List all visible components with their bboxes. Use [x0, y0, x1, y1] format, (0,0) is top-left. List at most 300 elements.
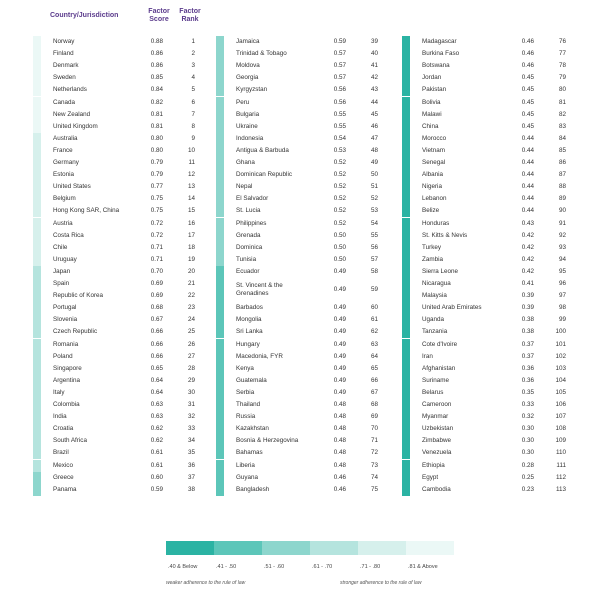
- country-name: Turkey: [422, 243, 442, 251]
- table-row: [216, 472, 391, 484]
- score-band-swatch: [33, 254, 41, 266]
- factor-score: 0.30: [521, 425, 534, 433]
- factor-rank: 10: [187, 146, 195, 154]
- table-row: [402, 181, 577, 193]
- factor-rank: 1: [191, 38, 195, 45]
- factor-rank: 31: [187, 401, 195, 408]
- score-band-swatch: [33, 399, 41, 411]
- country-name: Egypt: [422, 473, 439, 481]
- score-band-swatch: [402, 36, 410, 48]
- country-name: Ukraine: [236, 122, 258, 130]
- table-row: [216, 339, 391, 351]
- factor-score: 0.52: [333, 207, 346, 215]
- factor-rank: 62: [370, 328, 378, 336]
- table-row: [402, 145, 577, 157]
- country-name: Ethiopia: [422, 461, 445, 469]
- table-row: [402, 60, 577, 72]
- country-name: Nepal: [236, 183, 253, 191]
- table-row: [402, 218, 577, 230]
- factor-rank: 46: [370, 122, 378, 130]
- table-row: [216, 314, 391, 326]
- factor-rank: 28: [187, 364, 195, 372]
- factor-score: 0.80: [150, 146, 163, 154]
- score-band-swatch: [402, 230, 410, 242]
- factor-score: 0.86: [150, 50, 163, 58]
- score-band-swatch: [402, 399, 410, 411]
- country-name: Japan: [53, 267, 71, 275]
- score-band-swatch: [33, 302, 41, 314]
- country-name: Senegal: [422, 159, 446, 166]
- country-name: Austria: [53, 219, 73, 227]
- country-name: St. Vincent & the Grenadines: [236, 282, 283, 297]
- factor-score: 0.37: [521, 352, 534, 360]
- factor-rank: 94: [558, 255, 566, 263]
- factor-score: 0.66: [150, 328, 163, 336]
- score-band-swatch: [216, 435, 224, 447]
- factor-rank: 88: [558, 183, 566, 191]
- country-name: Hungary: [236, 340, 260, 348]
- factor-rank: 93: [558, 243, 566, 251]
- score-band-swatch: [216, 266, 224, 278]
- table-row: [402, 84, 577, 96]
- table-row: [402, 242, 577, 254]
- factor-score: 0.52: [333, 195, 346, 203]
- table-row: [33, 109, 208, 121]
- score-band-swatch: [216, 121, 224, 133]
- factor-rank: 56: [370, 243, 378, 251]
- factor-rank: 6: [191, 98, 195, 106]
- score-band-swatch: [33, 460, 41, 472]
- score-band-swatch: [216, 230, 224, 242]
- table-row: [33, 230, 208, 242]
- country-name: Dominica: [236, 243, 263, 251]
- score-band-swatch: [402, 133, 410, 145]
- country-name: Costa Rica: [53, 231, 84, 239]
- factor-rank: 30: [187, 388, 195, 396]
- score-band-swatch: [216, 36, 224, 48]
- factor-score: 0.45: [521, 86, 534, 94]
- score-band-swatch: [402, 72, 410, 84]
- score-band-swatch: [33, 435, 41, 447]
- score-band-swatch: [402, 242, 410, 254]
- score-band-swatch: [33, 351, 41, 363]
- table-row: [33, 205, 208, 217]
- score-band-swatch: [402, 302, 410, 314]
- table-row: [402, 36, 577, 48]
- country-name: Liberia: [236, 461, 255, 469]
- factor-rank: 29: [187, 376, 195, 384]
- table-row: [33, 278, 208, 290]
- country-name: Vietnam: [422, 146, 445, 154]
- score-band-swatch: [216, 157, 224, 169]
- country-name: Antigua & Barbuda: [236, 146, 289, 154]
- score-band-swatch: [33, 423, 41, 435]
- country-name: Greece: [53, 473, 74, 481]
- score-band-swatch: [33, 193, 41, 205]
- table-row: [33, 254, 208, 266]
- table-row: [216, 133, 391, 145]
- table-row: [33, 375, 208, 387]
- factor-score: 0.62: [150, 425, 163, 433]
- factor-rank: 12: [187, 171, 195, 179]
- factor-rank: 68: [370, 401, 378, 408]
- score-band-swatch: [402, 109, 410, 121]
- factor-rank: 15: [187, 207, 195, 215]
- table-row: [402, 169, 577, 181]
- country-name: Moldova: [236, 62, 260, 70]
- legend-label: .41 - .50: [216, 564, 237, 570]
- country-name: Mongolia: [236, 316, 262, 324]
- table-row: [216, 278, 391, 302]
- table-row: [33, 266, 208, 278]
- score-band-swatch: [402, 84, 410, 96]
- factor-rank: 19: [187, 255, 195, 263]
- score-band-swatch: [216, 145, 224, 157]
- factor-score: 0.80: [150, 134, 163, 142]
- header-rank: Factor Rank: [179, 8, 201, 23]
- score-band-swatch: [402, 435, 410, 447]
- factor-rank: 7: [191, 110, 195, 118]
- country-name: Portugal: [53, 304, 77, 312]
- score-band-swatch: [216, 205, 224, 217]
- country-name: Argentina: [53, 376, 80, 384]
- country-name: Morocco: [422, 134, 447, 142]
- factor-score: 0.49: [333, 286, 346, 294]
- table-row: [33, 435, 208, 447]
- factor-rank: 69: [370, 413, 378, 421]
- factor-rank: 113: [555, 485, 566, 493]
- table-row: [33, 290, 208, 302]
- factor-score: 0.36: [521, 364, 534, 372]
- factor-rank: 52: [370, 195, 378, 203]
- factor-score: 0.75: [150, 207, 163, 215]
- legend-swatch: [406, 541, 454, 555]
- factor-score: 0.71: [150, 243, 163, 251]
- country-name: Georgia: [236, 74, 259, 82]
- table-row: [402, 411, 577, 423]
- table-row: [33, 133, 208, 145]
- factor-score: 0.46: [521, 38, 534, 45]
- factor-score: 0.42: [521, 243, 534, 251]
- factor-score: 0.55: [333, 122, 346, 130]
- country-name: Jamaica: [236, 38, 260, 45]
- factor-rank: 4: [191, 74, 195, 82]
- factor-rank: 95: [558, 267, 566, 275]
- table-row: [402, 399, 577, 411]
- factor-rank: 34: [187, 437, 195, 445]
- score-band-swatch: [33, 447, 41, 459]
- score-band-swatch: [33, 375, 41, 387]
- score-band-swatch: [216, 218, 224, 230]
- factor-score: 0.49: [333, 388, 346, 396]
- table-row: [402, 254, 577, 266]
- factor-score: 0.79: [150, 171, 163, 179]
- factor-score: 0.46: [333, 485, 346, 493]
- factor-rank: 26: [187, 340, 195, 348]
- country-name: Brazil: [53, 449, 69, 457]
- country-name: Belarus: [422, 388, 444, 396]
- legend-swatch: [358, 541, 406, 555]
- factor-rank: 42: [370, 74, 378, 82]
- factor-rank: 21: [187, 280, 195, 287]
- table-row: [33, 97, 208, 109]
- factor-rank: 18: [187, 243, 195, 251]
- factor-score: 0.61: [150, 449, 163, 457]
- country-name: Pakistan: [422, 86, 447, 94]
- factor-score: 0.23: [521, 485, 534, 493]
- table-row: [216, 205, 391, 217]
- score-band-swatch: [216, 72, 224, 84]
- legend-label: .51 - .60: [264, 564, 285, 570]
- legend-label: .71 - .80: [360, 564, 381, 570]
- country-name: Serbia: [236, 388, 255, 396]
- score-band-swatch: [33, 84, 41, 96]
- factor-rank: 16: [187, 219, 195, 227]
- country-name: Bahamas: [236, 449, 263, 457]
- score-band-swatch: [402, 97, 410, 109]
- table-row: [216, 302, 391, 314]
- country-name: Chile: [53, 243, 68, 251]
- country-name: St. Kitts & Nevis: [422, 231, 468, 239]
- score-band-swatch: [402, 254, 410, 266]
- factor-score: 0.82: [150, 98, 163, 106]
- country-name: Uzbekistan: [422, 425, 454, 433]
- factor-rank: 23: [187, 304, 195, 312]
- factor-rank: 102: [555, 352, 566, 360]
- table-row: [216, 447, 391, 459]
- table-row: [216, 411, 391, 423]
- country-name: Madagascar: [422, 38, 457, 45]
- table-row: [33, 193, 208, 205]
- country-name: Venezuela: [422, 449, 452, 457]
- table-row: [402, 423, 577, 435]
- country-name: Germany: [53, 159, 79, 166]
- factor-rank: 80: [558, 86, 566, 94]
- factor-score: 0.54: [333, 134, 346, 142]
- score-band-swatch: [402, 278, 410, 290]
- factor-score: 0.61: [150, 461, 163, 469]
- factor-rank: 59: [370, 286, 378, 294]
- table-row: [216, 351, 391, 363]
- country-name: Norway: [53, 38, 75, 45]
- country-name: Panama: [53, 485, 77, 493]
- factor-score: 0.64: [150, 376, 163, 384]
- factor-score: 0.72: [150, 231, 163, 239]
- table-row: [402, 290, 577, 302]
- factor-score: 0.56: [333, 86, 346, 94]
- factor-score: 0.45: [521, 74, 534, 82]
- factor-score: 0.28: [521, 461, 534, 469]
- table-row: [33, 399, 208, 411]
- factor-score: 0.81: [150, 122, 163, 130]
- factor-score: 0.45: [521, 98, 534, 106]
- factor-rank: 82: [558, 110, 566, 118]
- country-name: Uganda: [422, 316, 445, 324]
- country-name: Cambodia: [422, 485, 451, 493]
- factor-score: 0.69: [150, 292, 163, 300]
- score-band-swatch: [33, 363, 41, 375]
- table-row: [216, 363, 391, 375]
- factor-score: 0.75: [150, 195, 163, 203]
- country-name: Colombia: [53, 401, 80, 408]
- factor-rank: 43: [370, 86, 378, 94]
- factor-rank: 2: [191, 50, 195, 58]
- factor-score: 0.48: [333, 449, 346, 457]
- factor-score: 0.44: [521, 146, 534, 154]
- score-band-swatch: [402, 121, 410, 133]
- country-name: Philippines: [236, 219, 267, 227]
- factor-rank: 90: [558, 207, 566, 215]
- score-band-swatch: [402, 60, 410, 72]
- table-row: [33, 339, 208, 351]
- factor-rank: 92: [558, 231, 566, 239]
- table-row: [216, 60, 391, 72]
- country-name: Russia: [236, 413, 256, 421]
- country-name: Italy: [53, 388, 65, 396]
- factor-rank: 48: [370, 146, 378, 154]
- score-band-swatch: [33, 290, 41, 302]
- header-score: Factor Score: [148, 8, 170, 23]
- factor-rank: 41: [370, 62, 378, 70]
- factor-score: 0.39: [521, 292, 534, 300]
- factor-rank: 107: [555, 413, 566, 421]
- factor-rank: 81: [558, 98, 566, 106]
- factor-rank: 54: [370, 219, 378, 227]
- country-name: France: [53, 146, 73, 154]
- factor-rank: 87: [558, 171, 566, 179]
- factor-score: 0.81: [150, 110, 163, 118]
- country-name: Thailand: [236, 401, 261, 408]
- factor-rank: 33: [187, 425, 195, 433]
- factor-rank: 75: [370, 485, 378, 493]
- score-band-swatch: [33, 133, 41, 145]
- score-band-swatch: [33, 121, 41, 133]
- country-name: China: [422, 122, 439, 130]
- table-row: [402, 363, 577, 375]
- factor-score: 0.62: [150, 437, 163, 445]
- factor-score: 0.52: [333, 183, 346, 191]
- factor-rank: 98: [558, 304, 566, 312]
- score-band-swatch: [216, 363, 224, 375]
- score-band-swatch: [216, 97, 224, 109]
- country-name: Cameroon: [422, 401, 452, 408]
- factor-rank: 111: [556, 461, 566, 469]
- factor-score: 0.52: [333, 159, 346, 166]
- table-row: [33, 181, 208, 193]
- table-row: [402, 387, 577, 399]
- table-row: [216, 36, 391, 48]
- country-name: Dominican Republic: [236, 171, 292, 179]
- factor-score: 0.44: [521, 195, 534, 203]
- factor-score: 0.48: [333, 425, 346, 433]
- country-name: Nigeria: [422, 183, 442, 191]
- table-row: [33, 363, 208, 375]
- factor-score: 0.79: [150, 159, 163, 166]
- country-name: Bolivia: [422, 98, 441, 106]
- score-band-swatch: [33, 326, 41, 338]
- factor-score: 0.42: [521, 267, 534, 275]
- factor-rank: 49: [370, 159, 378, 166]
- factor-score: 0.38: [521, 316, 534, 324]
- factor-rank: 76: [558, 38, 566, 45]
- table-row: [33, 302, 208, 314]
- country-name: Mexico: [53, 461, 73, 469]
- score-band-swatch: [33, 97, 41, 109]
- table-row: [33, 411, 208, 423]
- table-row: [33, 484, 208, 496]
- country-name: Estonia: [53, 171, 75, 179]
- country-name: Belize: [422, 207, 440, 215]
- country-name: Kazakhstan: [236, 425, 269, 433]
- score-band-swatch: [33, 411, 41, 423]
- table-row: [402, 302, 577, 314]
- factor-rank: 63: [370, 340, 378, 348]
- score-band-swatch: [33, 339, 41, 351]
- factor-score: 0.44: [521, 134, 534, 142]
- country-name: United Arab Emirates: [422, 304, 482, 312]
- factor-rank: 35: [187, 449, 195, 457]
- country-name: Zambia: [422, 255, 443, 263]
- factor-score: 0.69: [150, 280, 163, 287]
- factor-score: 0.48: [333, 413, 346, 421]
- table-row: [33, 351, 208, 363]
- factor-rank: 22: [187, 292, 195, 300]
- table-row: [216, 84, 391, 96]
- factor-rank: 86: [558, 159, 566, 166]
- country-name: Afghanistan: [422, 364, 456, 372]
- factor-rank: 14: [187, 195, 195, 203]
- country-name: Myanmar: [422, 413, 449, 421]
- factor-score: 0.77: [150, 183, 163, 191]
- score-band-swatch: [33, 218, 41, 230]
- country-name: Botswana: [422, 62, 450, 70]
- table-row: [216, 121, 391, 133]
- country-name: India: [53, 413, 67, 421]
- score-band-swatch: [216, 375, 224, 387]
- score-band-swatch: [33, 266, 41, 278]
- table-row: [402, 48, 577, 60]
- factor-score: 0.49: [333, 328, 346, 336]
- factor-rank: 47: [370, 134, 378, 142]
- score-band-swatch: [216, 484, 224, 496]
- factor-rank: 3: [191, 62, 195, 70]
- score-band-swatch: [33, 60, 41, 72]
- table-row: [33, 145, 208, 157]
- factor-score: 0.50: [333, 255, 346, 263]
- score-band-swatch: [216, 411, 224, 423]
- factor-score: 0.41: [521, 280, 534, 287]
- table-row: [216, 484, 391, 496]
- factor-rank: 24: [187, 316, 195, 324]
- factor-score: 0.42: [521, 231, 534, 239]
- factor-rank: 36: [187, 461, 195, 469]
- score-band-swatch: [216, 399, 224, 411]
- table-row: [216, 266, 391, 278]
- factor-score: 0.64: [150, 388, 163, 396]
- table-row: [216, 48, 391, 60]
- table-row: [402, 472, 577, 484]
- factor-score: 0.66: [150, 352, 163, 360]
- score-band-swatch: [216, 314, 224, 326]
- score-band-swatch: [33, 242, 41, 254]
- table-row: [216, 218, 391, 230]
- factor-score: 0.85: [150, 74, 163, 82]
- factor-score: 0.57: [333, 50, 346, 58]
- table-row: [402, 72, 577, 84]
- country-name: Kenya: [236, 364, 254, 372]
- score-band-swatch: [33, 145, 41, 157]
- factor-rank: 96: [558, 280, 566, 287]
